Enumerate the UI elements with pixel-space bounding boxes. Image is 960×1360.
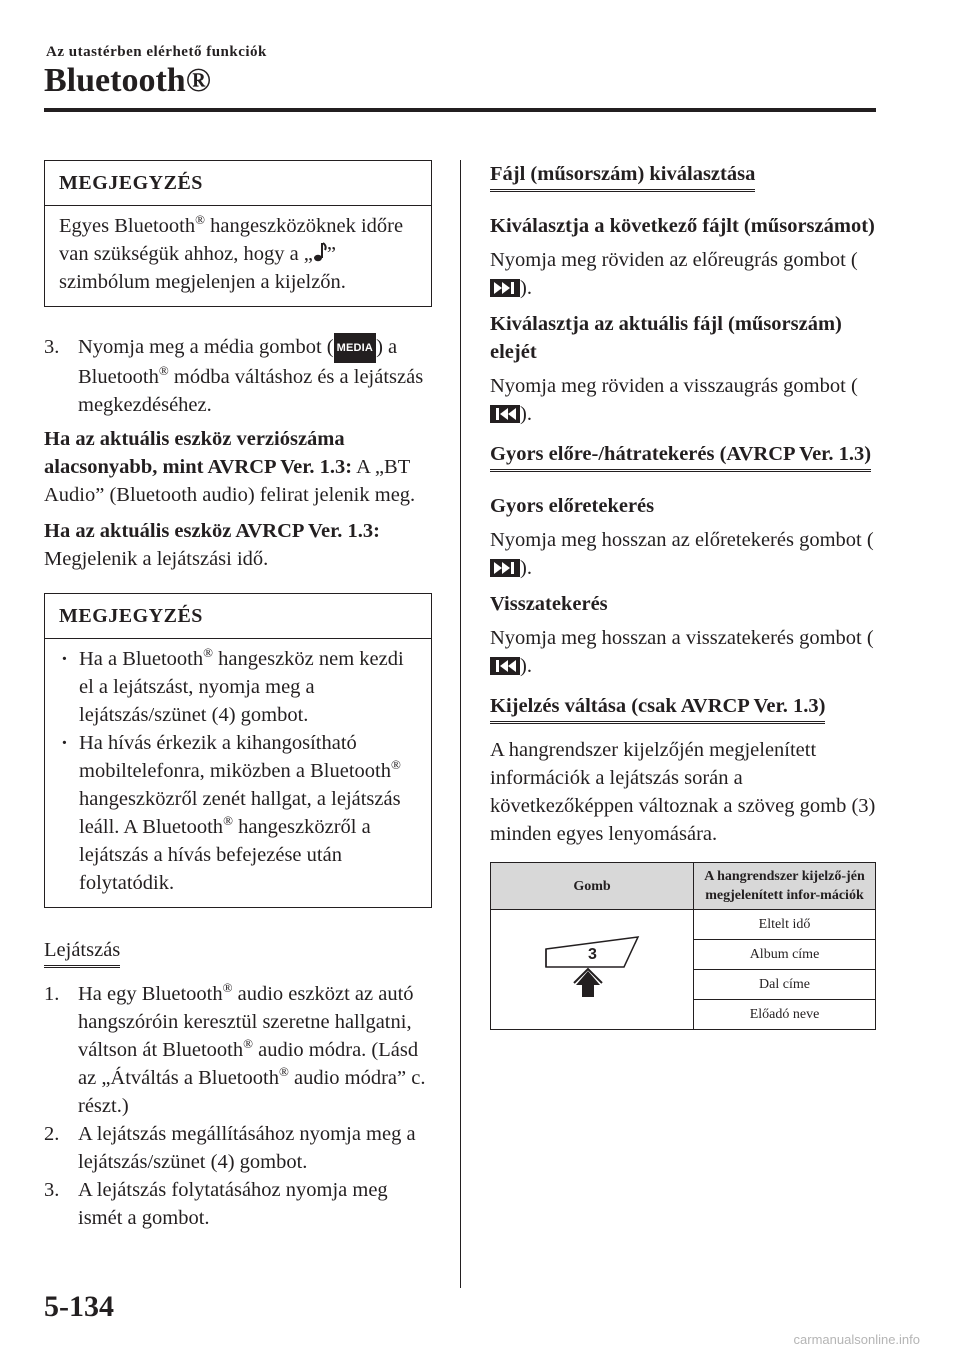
right-column [490,160,878,1030]
note-box-2 [44,593,432,908]
fast-forward-text: Nyomja meg hosszan az előretekerés gombot (). [490,529,874,579]
table-header-row [491,863,876,910]
file-select-heading: Fájl (műsorszám) kiválasztása [490,160,755,192]
table-row [491,910,876,940]
next-track-text: Nyomja meg röviden az előreugrás gombot (). [490,249,858,299]
skip-back-icon [490,405,520,423]
current-track-subheading: Kiválasztja az aktuális fájl (műsorszám) elejét [490,313,842,363]
chapter-title: Bluetooth® [44,62,212,99]
note-body: Egyes Bluetooth® hangeszközöknek időre van szükségük ahhoz, hogy a „ ” szimbólum megjelenjen a kijelzőn. [59,212,404,293]
rewind-subheading: Visszatekerés [490,593,608,615]
fast-forward-icon [490,559,520,577]
note-box-1 [44,160,432,307]
button-illustration-cell [491,910,694,1030]
step-3: 3. Nyomja meg a média gombot ( MEDIA ) a Bluetooth® módba váltáshoz és a lejátszás megkezdéséhez. [44,333,432,419]
skip-forward-icon [490,279,520,297]
section-label: Az utastérben elérhető funkciók [46,44,267,60]
condition-1: Ha az aktuális eszköz verziószáma alacsonyabb, mint AVRCP Ver. 1.3: A „BT Audio” (Bluetooth audio) felirat jelenik meg. [44,428,416,506]
display-info-table [490,862,876,1030]
page-number: 5-134 [44,1290,114,1323]
display-switch-text: A hangrendszer kijelzőjén megjelenített információk a lejátszás során a következőképpen változnak a szöveg gomb (3) minden egyes lenyomására. [490,739,876,845]
table-cell: Eltelt idő [694,910,876,940]
next-track-subheading: Kiválasztja a következő fájlt (műsorszámot) [490,215,875,237]
rewind-icon [490,657,520,675]
playback-step-1: 1. Ha egy Bluetooth® audio eszközt az autó hangszóróin keresztül szeretne hallgatni, váltson át Bluetooth® audio módra. (Lásd az „Átváltás a Bluetooth® audio módra” c. részt.) [44,980,426,1117]
table-cell: Előadó neve [694,1000,876,1030]
note-title: MEGJEGYZÉS [45,594,431,639]
note-title: MEGJEGYZÉS [45,161,431,206]
column-divider [460,160,461,1288]
note-body [45,639,431,907]
condition-2: Ha az aktuális eszköz AVRCP Ver. 1.3: Megjelenik a lejátszási idő. [44,520,380,570]
rewind-text: Nyomja meg hosszan a visszatekerés gombot (). [490,627,874,677]
table-cell: Dal címe [694,970,876,1000]
music-note-icon [313,241,327,263]
press-arrow-icon [576,971,600,997]
table-cell: Album címe [694,940,876,970]
fast-wind-heading: Gyors előre-/hátratekerés (AVRCP Ver. 1.3) [490,440,871,472]
current-track-text: Nyomja meg röviden a visszaugrás gombot (). [490,375,858,425]
media-button-icon: MEDIA [334,333,376,363]
playback-heading: Lejátszás [44,936,120,968]
display-switch-heading: Kijelzés váltása (csak AVRCP Ver. 1.3) [490,692,825,724]
watermark: carmanualsonline.info [793,1332,920,1347]
playback-step-3: 3. A lejátszás folytatásához nyomja meg ismét a gombot. [44,1179,388,1229]
table-header-info: A hangrendszer kijelző-jén megjelenített infor-mációk [694,863,876,910]
header-rule [44,108,876,112]
text-button-illustration [532,927,652,1005]
button-number-label: 3 [588,946,597,963]
table-header-button: Gomb [491,863,694,910]
note-bullet-2: · Ha hívás érkezik a kihangosítható mobiltelefonra, miközben a Bluetooth® hangeszközről zenét hallgat, a lejátszás leáll. A Bluetooth® hangeszközről a lejátszás a hívás befejezése után folytatódik. [61,732,401,894]
playback-step-2: 2. A lejátszás megállításához nyomja meg a lejátszás/szünet (4) gombot. [44,1123,416,1173]
note-bullet-1: · Ha a Bluetooth® hangeszköz nem kezdi el a lejátszást, nyomja meg a lejátszás/szünet (4) gombot. [61,645,404,726]
fast-forward-subheading: Gyors előretekerés [490,495,655,517]
left-column [44,160,432,1232]
